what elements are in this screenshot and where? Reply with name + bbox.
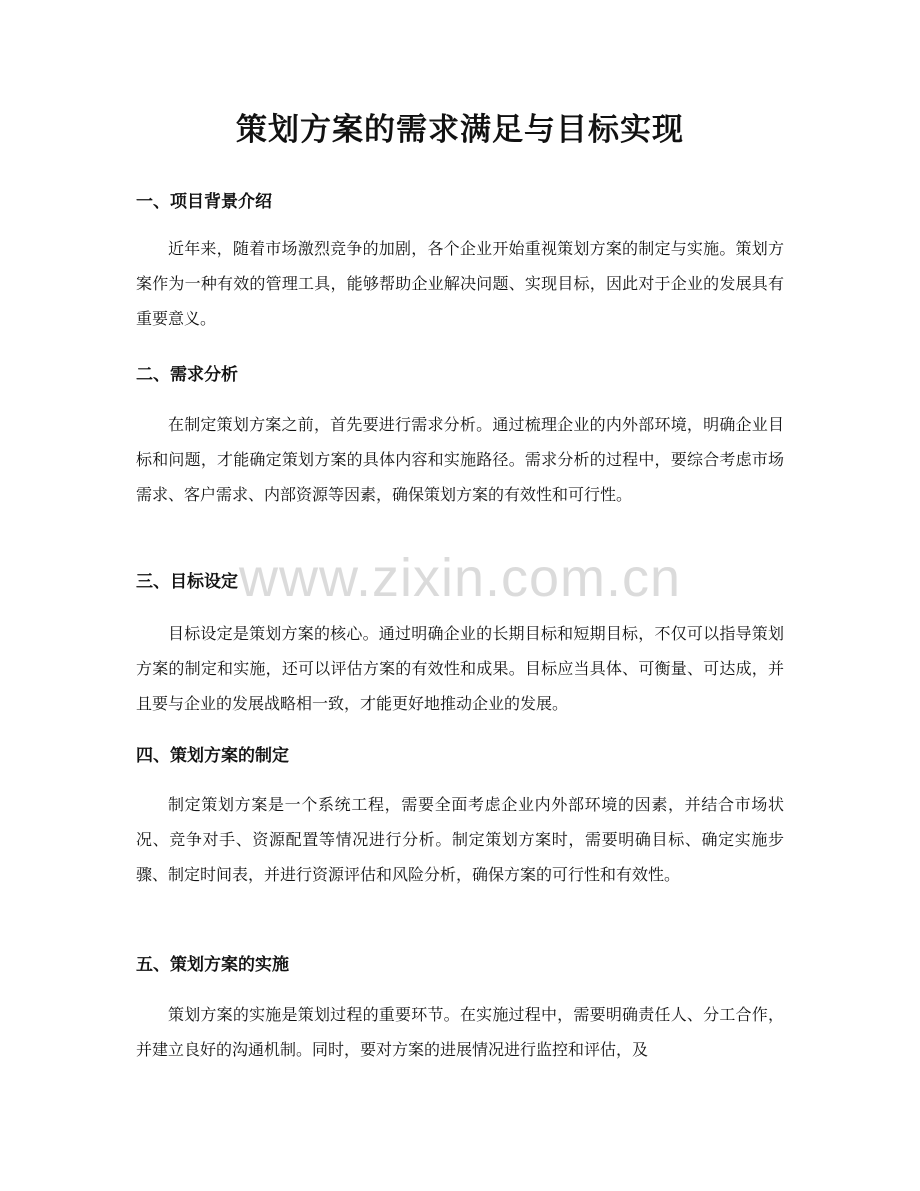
section-heading-background: 一、项目背景介绍 xyxy=(136,192,272,212)
section-body-background: 近年来，随着市场激烈竞争的加剧，各个企业开始重视策划方案的制定与实施。策划方案作为一种有效的管理工具，能够帮助企业解决问题、实现目标，因此对于企业的发展具有重要意义。 xyxy=(136,239,784,328)
watermark-text: www.zixin.com.cn xyxy=(238,548,682,608)
section-heading-plan-implementation: 五、策划方案的实施 xyxy=(136,955,289,975)
section-body-plan-implementation: 策划方案的实施是策划过程的重要环节。在实施过程中，需要明确责任人、分工合作，并建立良好的沟通机制。同时，要对方案的进展情况进行监控和评估，及 xyxy=(136,1005,784,1059)
document-title: 策划方案的需求满足与目标实现 xyxy=(236,112,684,148)
section-body-goal-setting: 目标设定是策划方案的核心。通过明确企业的长期目标和短期目标，不仅可以指导策划方案的制定和实施，还可以评估方案的有效性和成果。目标应当具体、可衡量、可达成，并且要与企业的发展战略相一致，才能更好地推动企业的发展。 xyxy=(136,624,784,713)
section-heading-needs-analysis: 二、需求分析 xyxy=(136,365,238,385)
section-heading-plan-formulation: 四、策划方案的制定 xyxy=(136,746,289,766)
section-heading-goal-setting: 三、目标设定 xyxy=(136,572,238,592)
section-body-needs-analysis: 在制定策划方案之前，首先要进行需求分析。通过梳理企业的内外部环境，明确企业目标和问题，才能确定策划方案的具体内容和实施路径。需求分析的过程中，要综合考虑市场需求、客户需求、内部资源等因素，确保策划方案的有效性和可行性。 xyxy=(136,415,784,504)
section-body-plan-formulation: 制定策划方案是一个系统工程，需要全面考虑企业内外部环境的因素，并结合市场状况、竞争对手、资源配置等情况进行分析。制定策划方案时，需要明确目标、确定实施步骤、制定时间表，并进行资源评估和风险分析，确保方案的可行性和有效性。 xyxy=(136,795,784,884)
